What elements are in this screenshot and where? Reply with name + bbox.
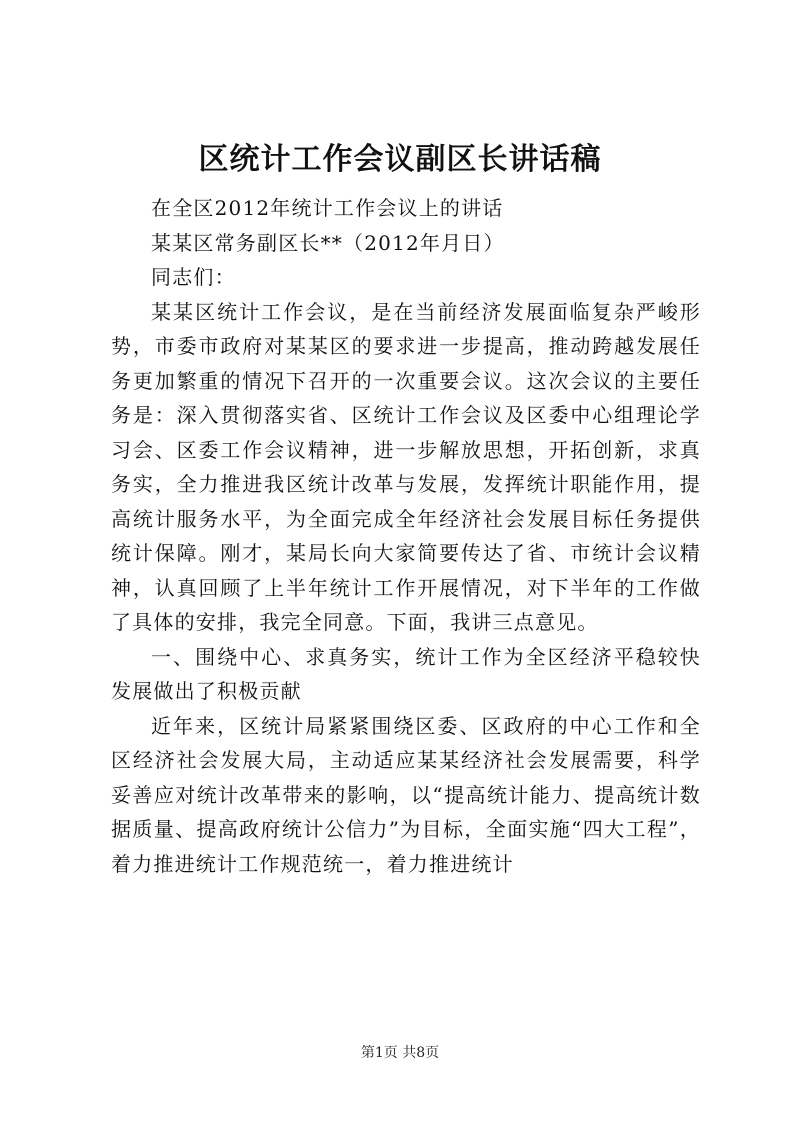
speech-subtitle: 在全区2012年统计工作会议上的讲话 [151,196,504,220]
section-heading: 一、围绕中心、求真务实，统计工作为全区经济平稳较快发展做出了积极贡献 [111,644,701,703]
document-title: 区统计工作会议副区长讲话稿 [198,142,602,177]
salutation: 同志们： [151,265,236,289]
speaker-line: 某某区常务副区长**（2012年月日） [151,230,505,255]
page-number: 第1页 共8页 [360,1045,440,1061]
document-body [111,191,701,881]
body-paragraph: 近年来，区统计局紧紧围绕区委、区政府的中心工作和全区经济社会发展大局，主动适应某某经济社会发展需要，科学妥善应对统计改革带来的影响，以“提高统计能力、提高统计数据质量、提高政府统计公信力”为目标，全面实施“四大工程”，着力推进统计工作规范统一，着力推进统计 [111,713,701,876]
body-paragraph: 某某区统计工作会议，是在当前经济发展面临复杂严峻形势，市委市政府对某某区的要求进一步提高，推动跨越发展任务更加繁重的情况下召开的一次重要会议。这次会议的主要任务是：深入贯彻落实省、区统计工作会议及区委中心组理论学习会、区委工作会议精神，进一步解放思想，开拓创新，求真务实，全力推进我区统计改革与发展，发挥统计职能作用，提高统计服务水平，为全面完成全年经济社会发展目标任务提供统计保障。刚才，某局长向大家简要传达了省、市统计会议精神，认真回顾了上半年统计工作开展情况，对下半年的工作做了具体的安排，我完全同意。下面，我讲三点意见。 [111,299,701,634]
